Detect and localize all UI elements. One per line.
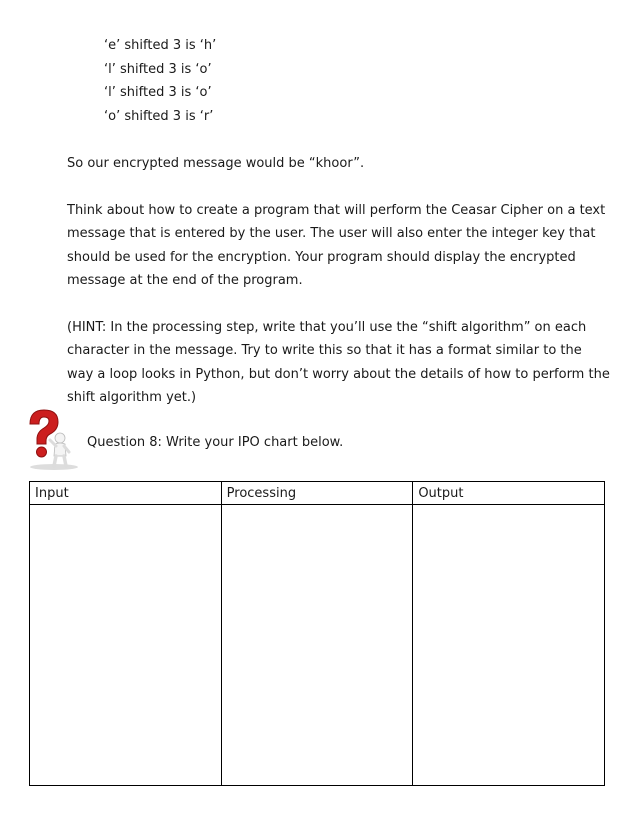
ipo-output-cell[interactable] xyxy=(413,505,605,786)
task-description-paragraph: Think about how to create a program that will perform the Ceasar Cipher on a text message that is entered by the user. The user will also enter the integer key that should be used for the encryption. Your program should display the encrypted message at the end of the program. xyxy=(67,203,606,289)
hint-paragraph: (HINT: In the processing step, write that you’ll use the “shift algorithm” on each character in the message. Try to write this so that it has a format similar to the way a loop looks in Python, but don’t worry about the details of how to perform the shift algorithm yet.) xyxy=(67,320,610,406)
encrypted-result-paragraph: So our encrypted message would be “khoor”. xyxy=(67,156,365,171)
shift-example: ‘o’ shifted 3 is ‘r’ xyxy=(104,108,214,124)
shift-example: ‘l’ shifted 3 is ‘o’ xyxy=(104,61,212,77)
ipo-header-input: Input xyxy=(30,482,222,505)
question-prompt: Question 8: Write your IPO chart below. xyxy=(87,435,344,450)
ipo-chart-table xyxy=(29,481,605,786)
shift-example: ‘e’ shifted 3 is ‘h’ xyxy=(104,38,217,53)
ipo-header-processing: Processing xyxy=(221,482,413,505)
ipo-header-row xyxy=(30,482,605,505)
ipo-processing-cell[interactable] xyxy=(221,505,413,786)
shift-examples-list xyxy=(104,37,216,131)
ipo-body-row xyxy=(30,505,605,786)
shift-example: ‘l’ shifted 3 is ‘o’ xyxy=(104,85,212,100)
ipo-header-output: Output xyxy=(413,482,605,505)
question-mark-figure-icon xyxy=(20,408,78,470)
question-row xyxy=(20,408,620,470)
ipo-input-cell[interactable] xyxy=(30,505,222,786)
